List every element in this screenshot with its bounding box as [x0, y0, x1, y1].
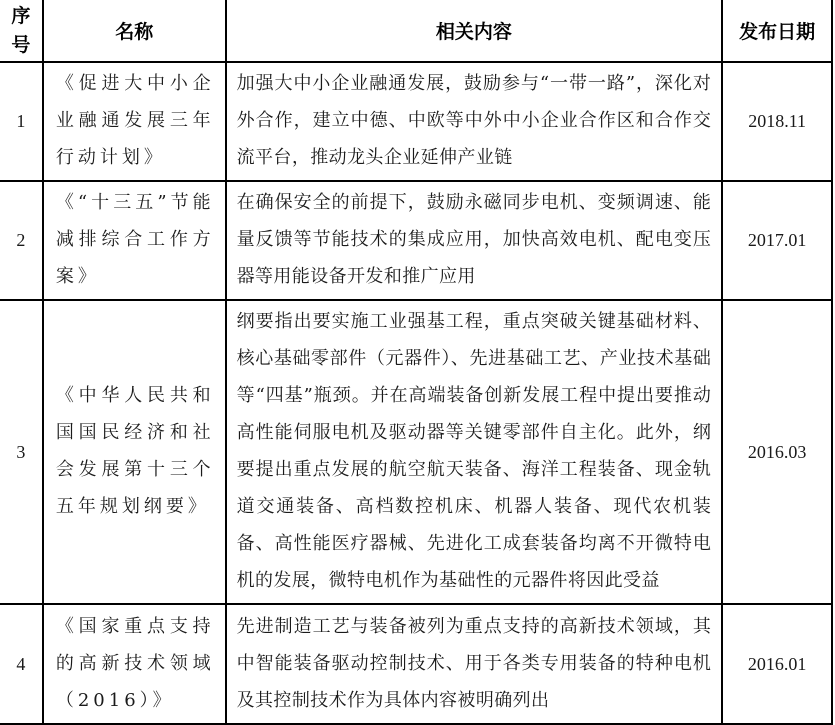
- header-no: [0, 0, 43, 62]
- cell-date: 2016.03: [722, 300, 832, 604]
- cell-name: 《促进大中小企业融通发展三年行动计划》: [43, 62, 226, 181]
- header-no-line2: 号: [11, 33, 31, 56]
- cell-content: 在确保安全的前提下，鼓励永磁同步电机、变频调速、能量反馈等节能技术的集成应用，加快高效电机、配电变压器等用能设备开发和推广应用: [226, 181, 723, 300]
- table-row: [0, 62, 832, 181]
- header-content: 相关内容: [226, 0, 723, 62]
- cell-date: 2016.01: [722, 604, 832, 724]
- cell-date: 2017.01: [722, 181, 832, 300]
- table-row: [0, 300, 832, 604]
- cell-content: 加强大中小企业融通发展，鼓励参与“一带一路”，深化对外合作，建立中德、中欧等中外中小企业合作区和合作交流平台，推动龙头企业延伸产业链: [226, 62, 723, 181]
- cell-date: 2018.11: [722, 62, 832, 181]
- cell-name: 《“十三五”节能减排综合工作方案》: [43, 181, 226, 300]
- cell-name: 《国家重点支持的高新技术领域（2016）》: [43, 604, 226, 724]
- header-row: [0, 0, 832, 62]
- cell-no: 4: [0, 604, 43, 724]
- header-date: 发布日期: [722, 0, 832, 62]
- header-no-line1: 序: [11, 4, 31, 27]
- cell-content: 纲要指出要实施工业强基工程，重点突破关键基础材料、核心基础零部件（元器件）、先进基础工艺、产业技术基础等“四基”瓶颈。并在高端装备创新发展工程中提出要推动高性能伺服电机及驱动器等关键零部件自主化。此外，纲要提出重点发展的航空航天装备、海洋工程装备、现金轨道交通装备、高档数控机床、机器人装备、现代农机装备、高性能医疗器械、先进化工成套装备均离不开微特电机的发展，微特电机作为基础性的元器件将因此受益: [226, 300, 723, 604]
- cell-no: 1: [0, 62, 43, 181]
- header-name: 名称: [43, 0, 226, 62]
- cell-no: 2: [0, 181, 43, 300]
- cell-name: 《中华人民共和国国民经济和社会发展第十三个五年规划纲要》: [43, 300, 226, 604]
- table-row: [0, 181, 832, 300]
- table-row: [0, 604, 832, 724]
- cell-content: 先进制造工艺与装备被列为重点支持的高新技术领域，其中智能装备驱动控制技术、用于各类专用装备的特种电机及其控制技术作为具体内容被明确列出: [226, 604, 723, 724]
- cell-no: 3: [0, 300, 43, 604]
